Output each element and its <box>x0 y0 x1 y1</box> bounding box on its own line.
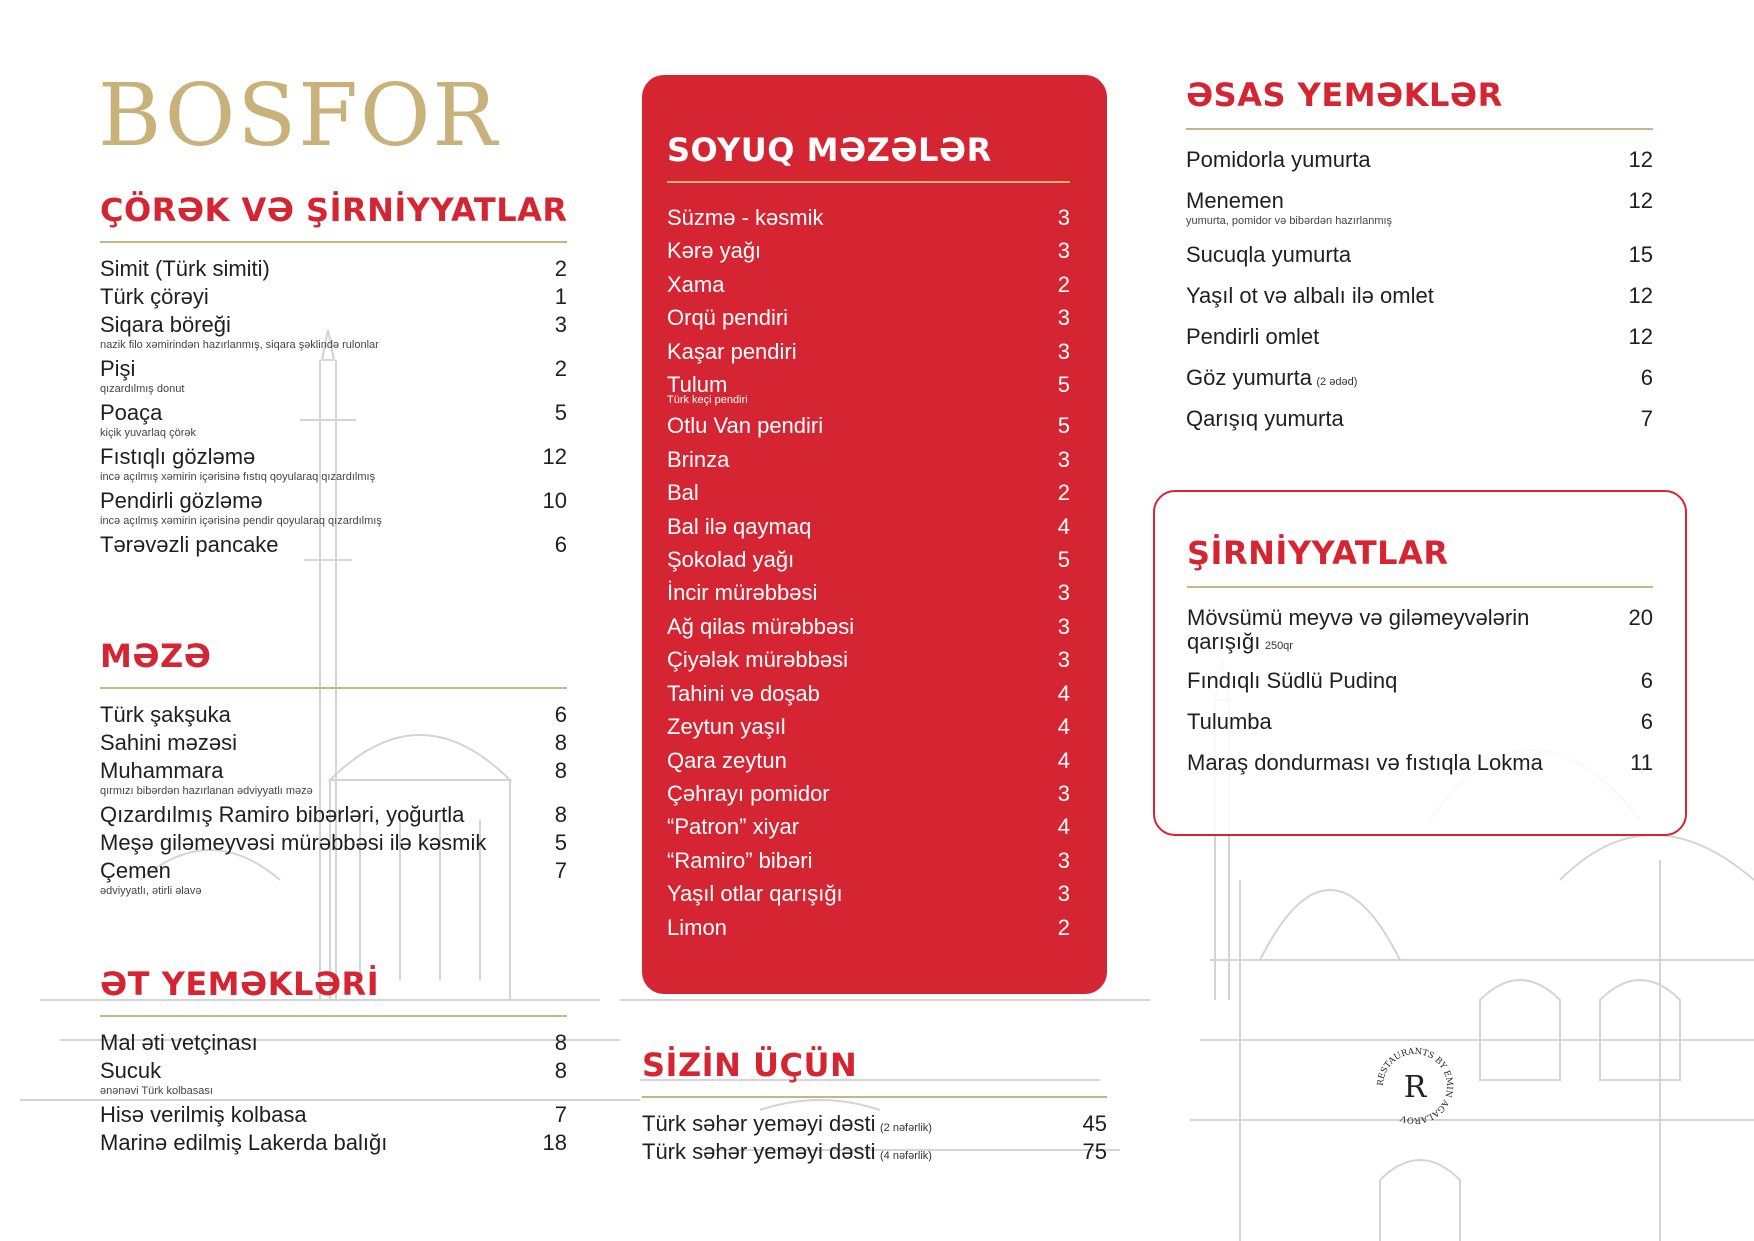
menu-item-price: 2 <box>1057 480 1070 506</box>
menu-item-text <box>667 409 823 442</box>
menu-item-description: kiçik yuvarlaq çörək <box>100 427 196 439</box>
menu-item <box>667 510 1070 543</box>
menu-item-name: Süzmə - kəsmik <box>667 205 824 230</box>
menu-item-name: Yaşıl ot və albalı ilə omlet <box>1186 283 1434 308</box>
menu-item-name: “Patron” xiyar <box>667 814 800 840</box>
menu-item-price: 20 <box>1628 605 1653 630</box>
menu-item-note: (2 ədəd) <box>1316 376 1358 388</box>
menu-item-price: 6 <box>554 702 567 727</box>
section-et <box>100 965 567 1157</box>
menu-item-price: 10 <box>542 488 567 513</box>
section-title-meze: MƏZƏ <box>100 637 212 675</box>
menu-item-name: Tulum <box>667 372 728 398</box>
menu-item-price: 3 <box>1057 205 1070 230</box>
gold-divider <box>1186 128 1653 130</box>
menu-item-text <box>100 355 184 399</box>
menu-list-soyuq <box>667 201 1070 944</box>
menu-item-text <box>667 710 786 743</box>
menu-item-price: 4 <box>1057 714 1070 740</box>
menu-item-price: 2 <box>1057 271 1070 297</box>
menu-item-text <box>100 701 231 729</box>
menu-item-price: 8 <box>554 1058 567 1083</box>
menu-item-text <box>667 643 848 676</box>
bosfor-logo: BOSFOR <box>98 66 500 166</box>
menu-item-name: Kaşar pendiri <box>667 338 797 364</box>
menu-item-price: 4 <box>1057 513 1070 539</box>
menu-item-text <box>1186 323 1319 351</box>
menu-item <box>667 810 1070 843</box>
menu-item-name: Şokolad yağı <box>667 547 795 573</box>
menu-item-text <box>667 443 729 476</box>
stamp-letter: R <box>1403 1070 1427 1105</box>
menu-item <box>1186 282 1653 310</box>
menu-item-text <box>667 335 797 368</box>
menu-item-name: Türk şakşuka <box>100 702 231 727</box>
menu-item-name: Yaşıl otlar qarışığı <box>667 881 843 907</box>
menu-item-name: Hisə verilmiş kolbasa <box>100 1102 307 1127</box>
menu-item-price: 7 <box>554 858 567 883</box>
menu-item-name: Marinə edilmiş Lakerda balığı <box>100 1130 388 1155</box>
menu-item-text <box>1186 282 1434 310</box>
menu-item-text <box>667 301 788 334</box>
menu-item <box>667 234 1070 267</box>
menu-item <box>1186 241 1653 269</box>
menu-item <box>667 201 1070 234</box>
menu-item <box>100 443 567 487</box>
menu-item-price: 5 <box>554 830 567 855</box>
menu-item-price: 3 <box>1057 613 1070 639</box>
section-sizin <box>642 1046 1107 1166</box>
menu-item-name: Tulumba <box>1187 709 1272 734</box>
menu-item <box>667 368 1070 409</box>
menu-item-text <box>1187 604 1529 654</box>
menu-item-name: Sucuqla yumurta <box>1186 242 1352 267</box>
menu-item <box>100 531 567 559</box>
menu-item <box>1186 146 1653 174</box>
menu-item-name: Sucuk <box>100 1058 162 1083</box>
menu-list-sirniyyat <box>1187 604 1653 777</box>
menu-item-price: 15 <box>1628 242 1653 267</box>
menu-item-text <box>100 1057 213 1101</box>
menu-item <box>100 801 567 829</box>
menu-item-name: Türk səhər yeməyi dəsti <box>642 1111 876 1136</box>
menu-item-text <box>100 311 379 355</box>
menu-item-name: Bal ilə qaymaq <box>667 513 812 539</box>
menu-item-text <box>667 677 820 710</box>
menu-item <box>100 1129 567 1157</box>
menu-item-name: Poaça <box>100 400 163 425</box>
menu-item-price: 12 <box>542 444 567 469</box>
menu-item-name: Zeytun yaşıl <box>667 714 786 740</box>
menu-item <box>100 1029 567 1057</box>
menu-item-price: 12 <box>1628 283 1653 308</box>
menu-item-note: (2 nəfərlik) <box>879 1122 932 1134</box>
menu-item-price: 3 <box>1057 238 1070 264</box>
menu-item-price: 7 <box>1640 406 1653 431</box>
menu-item <box>1186 187 1653 231</box>
section-corek <box>100 191 567 559</box>
menu-item-text <box>1186 405 1344 433</box>
menu-item-price: 5 <box>1057 547 1070 573</box>
menu-item-name: Limon <box>667 914 727 940</box>
menu-item-name: Muhammara <box>100 758 224 783</box>
menu-item-price: 3 <box>1057 881 1070 907</box>
menu-item-text <box>667 810 799 843</box>
menu-item-text <box>667 510 811 543</box>
menu-item-note: (4 nəfərlik) <box>879 1150 932 1162</box>
gold-divider <box>642 1096 1107 1098</box>
menu-item-text <box>100 1101 307 1129</box>
menu-item-price: 8 <box>554 758 567 783</box>
menu-item <box>100 1057 567 1101</box>
menu-item <box>1186 405 1653 433</box>
menu-item <box>667 301 1070 334</box>
section-title-corek: ÇÖRƏK VƏ ŞİRNİYYATLAR <box>100 191 568 229</box>
menu-item <box>1186 364 1653 392</box>
gold-divider <box>100 241 567 243</box>
menu-item-price: 12 <box>1628 147 1653 172</box>
menu-item-description: ənənəvi Türk kolbasası <box>100 1085 213 1097</box>
menu-item-price: 2 <box>554 256 567 281</box>
menu-item-text <box>100 283 209 311</box>
menu-item-name: Meşə giləmeyvəsi mürəbbəsi ilə kəsmik <box>100 830 487 855</box>
gold-divider <box>100 687 567 689</box>
menu-item-description: incə açılmış xəmirin içərisinə fıstıq qoyularaq qızardılmış <box>100 471 376 483</box>
menu-item-name: Göz yumurta <box>1186 365 1312 390</box>
menu-item-text <box>667 610 854 643</box>
section-title-esas: ƏSAS YEMƏKLƏR <box>1186 76 1503 114</box>
menu-item-description: qızardılmış donut <box>100 383 185 395</box>
section-esas <box>1186 76 1653 446</box>
menu-item-price: 12 <box>1628 324 1653 349</box>
menu-item-price: 12 <box>1628 188 1653 213</box>
menu-item-text <box>667 268 724 301</box>
menu-item-price: 18 <box>542 1130 567 1155</box>
menu-item-text <box>100 1129 387 1157</box>
menu-item <box>1187 604 1653 654</box>
menu-item <box>1187 749 1653 777</box>
menu-item-name: Brinza <box>667 446 730 472</box>
menu-item-name: Kərə yağı <box>667 238 762 264</box>
menu-item <box>667 877 1070 910</box>
menu-list-esas <box>1186 146 1653 433</box>
menu-item-price: 5 <box>1057 372 1070 398</box>
menu-item-description: incə açılmış xəmirin içərisinə pendir qoyularaq qızardılmış <box>100 515 382 527</box>
menu-item-name-continued: qarışığı <box>1187 629 1261 654</box>
menu-item-text <box>100 857 202 901</box>
menu-item <box>100 729 567 757</box>
menu-item-name: Türk çörəyi <box>100 284 209 309</box>
menu-item <box>667 710 1070 743</box>
sirniyyatlar-box <box>1153 490 1687 836</box>
menu-item-text <box>1186 364 1357 392</box>
menu-item <box>667 576 1070 609</box>
menu-item-price: 3 <box>554 312 567 337</box>
menu-item-text <box>100 1029 258 1057</box>
menu-item-name: Ağ qilas mürəbbəsi <box>667 613 855 639</box>
menu-item-name: Tərəvəzli pancake <box>100 532 279 557</box>
menu-item-price: 6 <box>1640 709 1653 734</box>
menu-item-price: 4 <box>1057 747 1070 773</box>
menu-item-text <box>100 443 375 487</box>
menu-item-name: Menemen <box>1186 188 1284 213</box>
menu-item-text <box>1186 146 1371 174</box>
menu-item-name: Fıstıqlı gözləmə <box>100 444 256 469</box>
menu-item-name: Pişi <box>100 356 136 381</box>
menu-item-price: 5 <box>554 400 567 425</box>
menu-item-price: 6 <box>1640 668 1653 693</box>
menu-item <box>100 355 567 399</box>
menu-item-text <box>100 729 237 757</box>
menu-list-et <box>100 1029 567 1157</box>
menu-item-price: 6 <box>1640 365 1653 390</box>
menu-item-text <box>667 777 830 810</box>
menu-item-text <box>667 201 823 234</box>
menu-item <box>667 476 1070 509</box>
menu-item-name: “Ramiro” bibəri <box>667 847 813 873</box>
menu-item-name: Çemen <box>100 858 171 883</box>
menu-item-text <box>1187 667 1397 695</box>
menu-item <box>667 335 1070 368</box>
menu-list-meze <box>100 701 567 901</box>
menu-item <box>1187 708 1653 736</box>
menu-item-text <box>100 399 196 443</box>
menu-item <box>100 399 567 443</box>
menu-item-text <box>667 877 843 910</box>
menu-item-text <box>667 476 699 509</box>
menu-item-text <box>1186 241 1351 269</box>
menu-item-name: Simit (Türk simiti) <box>100 256 270 281</box>
gold-divider <box>100 1015 567 1017</box>
menu-item-price: 2 <box>554 356 567 381</box>
menu-item <box>100 1101 567 1129</box>
menu-item-name: Bal <box>667 480 699 506</box>
menu-item <box>100 701 567 729</box>
menu-item-name: Maraş dondurması və fıstıqla Lokma <box>1187 750 1543 775</box>
menu-item-name: Sahini məzəsi <box>100 730 237 755</box>
menu-item-name: Qızardılmış Ramiro bibərləri, yoğurtla <box>100 802 465 827</box>
menu-item <box>100 757 567 801</box>
menu-item-price: 4 <box>1057 680 1070 706</box>
menu-item-name: Orqü pendiri <box>667 305 789 331</box>
menu-item <box>100 857 567 901</box>
menu-item-text <box>667 234 761 267</box>
menu-item-text <box>667 844 812 877</box>
menu-item-text <box>100 757 313 801</box>
menu-item-price: 8 <box>554 1030 567 1055</box>
menu-item-price: 4 <box>1057 814 1070 840</box>
menu-item <box>667 744 1070 777</box>
menu-item-text <box>100 487 382 531</box>
menu-item <box>667 911 1070 944</box>
menu-item <box>667 844 1070 877</box>
menu-item-price: 3 <box>1057 338 1070 364</box>
menu-item-price: 3 <box>1057 780 1070 806</box>
menu-item-note: 250qr <box>1264 640 1293 652</box>
menu-item-price: 3 <box>1057 580 1070 606</box>
menu-item-text <box>1187 708 1272 736</box>
menu-item-price: 3 <box>1057 305 1070 331</box>
menu-item-price: 3 <box>1057 446 1070 472</box>
menu-item-name: Qarışıq yumurta <box>1186 406 1344 431</box>
menu-item-name: İncir mürəbbəsi <box>667 580 818 606</box>
menu-item <box>642 1110 1107 1138</box>
menu-item <box>667 268 1070 301</box>
menu-item-name: Mövsümü meyvə və giləmeyvələrin <box>1187 605 1530 630</box>
menu-item-text <box>1186 187 1392 231</box>
menu-item-description: yumurta, pomidor və bibərdən hazırlanmış <box>1186 215 1393 227</box>
menu-item-text <box>667 368 748 409</box>
menu-item-price: 3 <box>1057 647 1070 673</box>
menu-item-description: ədviyyatlı, ətirli əlavə <box>100 885 202 897</box>
menu-item <box>100 487 567 531</box>
menu-item-name: Xama <box>667 271 725 297</box>
menu-item <box>100 283 567 311</box>
menu-item-description: Türk keçi pendiri <box>667 394 748 407</box>
menu-item-name: Çəhrayı pomidor <box>667 780 830 806</box>
menu-item-price: 3 <box>1057 847 1070 873</box>
section-title-soyuq: SOYUQ MƏZƏLƏR <box>667 131 992 169</box>
menu-item <box>667 643 1070 676</box>
menu-item-price: 2 <box>1057 914 1070 940</box>
menu-item-price: 45 <box>1082 1111 1107 1136</box>
menu-item-description: nazik filo xəmirindən hazırlanmış, siqara şəklində rulonlar <box>100 339 379 351</box>
menu-list-sizin <box>642 1110 1107 1166</box>
menu-item <box>1187 667 1653 695</box>
menu-item <box>667 777 1070 810</box>
soyuq-mezeler-panel <box>642 75 1107 994</box>
menu-item-price: 6 <box>554 532 567 557</box>
menu-item <box>100 311 567 355</box>
menu-item-text <box>642 1110 932 1138</box>
menu-item <box>100 829 567 857</box>
menu-item-text <box>100 531 279 559</box>
menu-item <box>100 255 567 283</box>
menu-item-text <box>667 543 794 576</box>
menu-item-price: 8 <box>554 802 567 827</box>
restaurant-stamp-logo <box>1372 1043 1458 1129</box>
menu-item-price: 11 <box>1630 750 1653 775</box>
section-title-sirniyyat: ŞİRNİYYATLAR <box>1187 534 1449 572</box>
menu-item-name: Pomidorla yumurta <box>1186 147 1371 172</box>
section-title-et: ƏT YEMƏKLƏRİ <box>100 965 380 1003</box>
menu-item <box>667 409 1070 442</box>
menu-item-price: 1 <box>554 284 567 309</box>
menu-item-description: qırmızı bibərdən hazırlanan ədviyyatlı məzə <box>100 785 313 797</box>
menu-item <box>667 543 1070 576</box>
menu-item-text <box>100 801 464 829</box>
menu-item <box>667 610 1070 643</box>
section-meze <box>100 637 567 901</box>
menu-item-text <box>100 829 486 857</box>
menu-item <box>667 677 1070 710</box>
menu-item-name: Mal əti vetçinası <box>100 1030 258 1055</box>
menu-item-price: 75 <box>1082 1139 1107 1164</box>
menu-item-name: Pendirli omlet <box>1186 324 1320 349</box>
menu-item-price: 8 <box>554 730 567 755</box>
menu-item-name: Fındıqlı Südlü Pudinq <box>1187 668 1398 693</box>
menu-item <box>642 1138 1107 1166</box>
menu-list-corek <box>100 255 567 559</box>
menu-item-name: Tahini və doşab <box>667 680 820 706</box>
menu-item <box>667 443 1070 476</box>
menu-item-text <box>667 576 817 609</box>
menu-item-price: 7 <box>554 1102 567 1127</box>
menu-item-text <box>100 255 270 283</box>
menu-item <box>1186 323 1653 351</box>
menu-item-price: 5 <box>1057 413 1070 439</box>
menu-item-name: Otlu Van pendiri <box>667 413 824 439</box>
menu-item-name: Pendirli gözləmə <box>100 488 263 513</box>
gold-divider <box>667 181 1070 183</box>
menu-item-text <box>642 1138 932 1166</box>
menu-item-name: Siqara böreği <box>100 312 231 337</box>
menu-item-text <box>667 911 727 944</box>
menu-item-text <box>1187 749 1543 777</box>
stamp-ring-text: RESTAURANTS BY EMIN AGALAROV <box>1375 1046 1455 1126</box>
menu-item-name: Türk səhər yeməyi dəsti <box>642 1139 876 1164</box>
gold-divider <box>1187 586 1653 588</box>
menu-item-name: Çiyələk mürəbbəsi <box>667 647 848 673</box>
section-title-sizin: SİZİN ÜÇÜN <box>642 1046 858 1084</box>
menu-item-text <box>667 744 787 777</box>
menu-item-name: Qara zeytun <box>667 747 787 773</box>
